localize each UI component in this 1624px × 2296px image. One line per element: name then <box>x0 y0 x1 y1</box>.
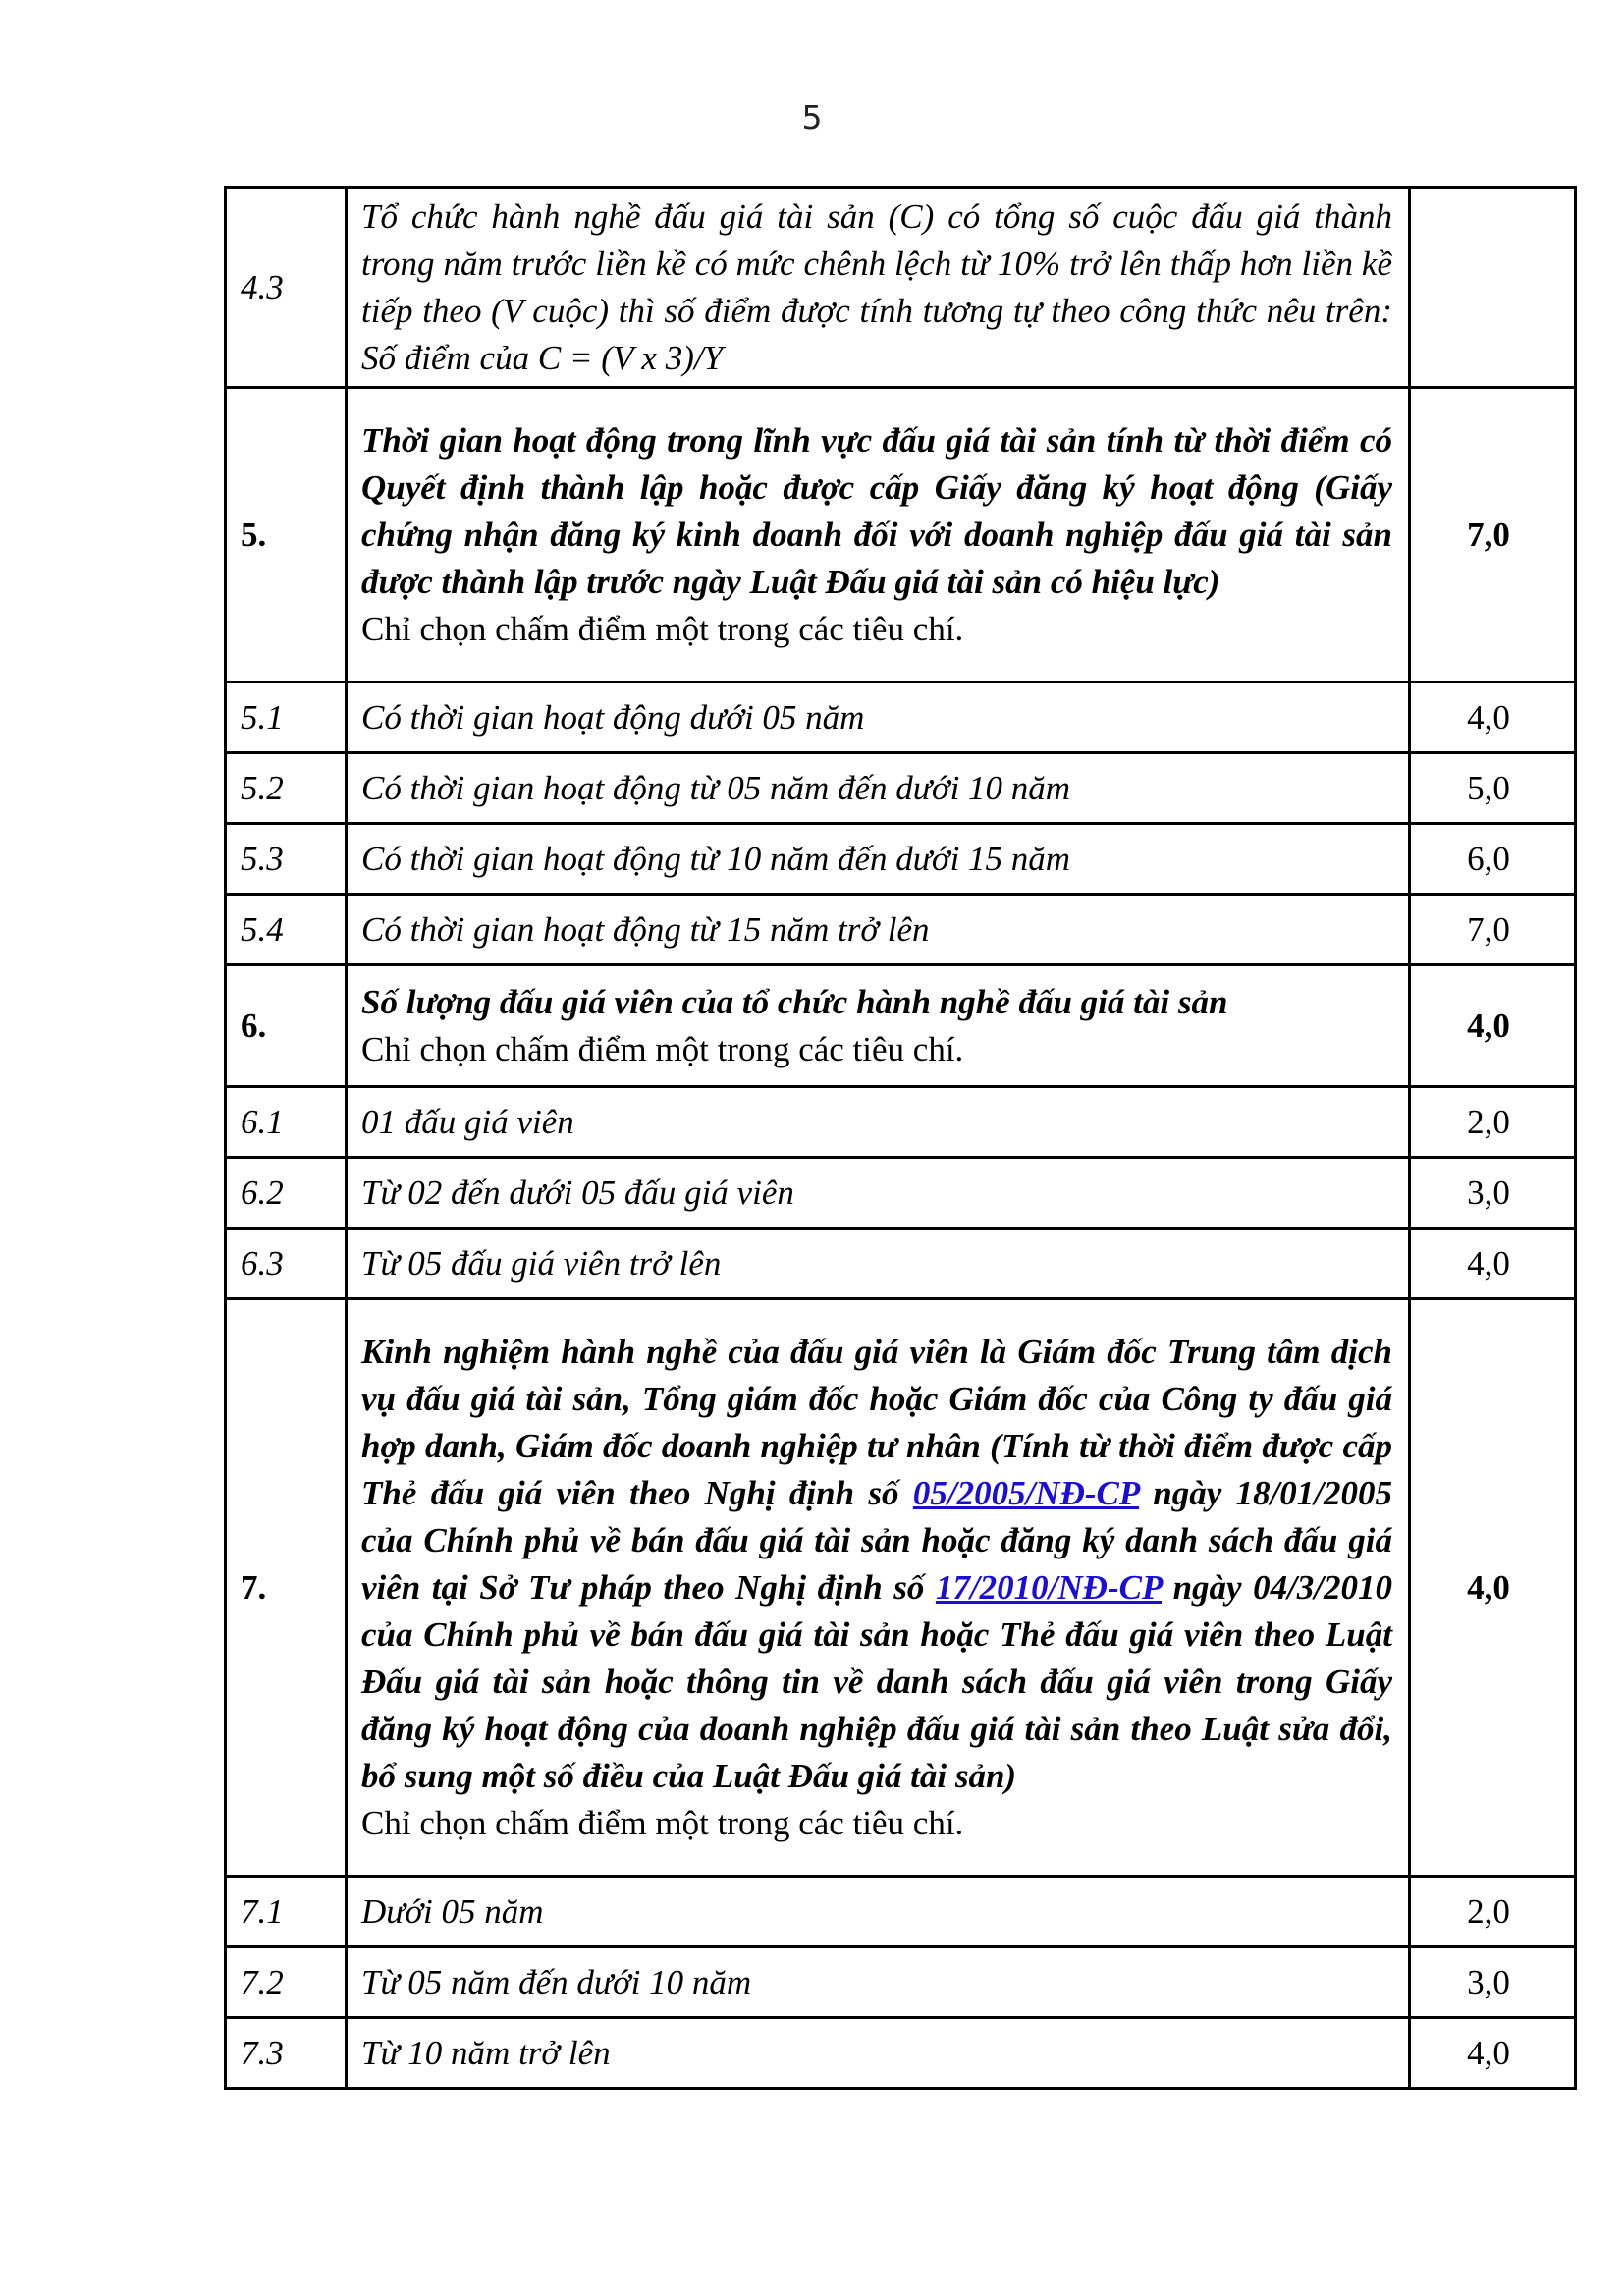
criterion-score: 4,0 <box>1410 1229 1576 1299</box>
criterion-text: Dưới 05 năm <box>361 1891 544 1931</box>
criterion-score: 2,0 <box>1410 1877 1576 1947</box>
criterion-text: Có thời gian hoạt động từ 05 năm đến dưới 10 năm <box>361 768 1071 807</box>
page-number: 5 <box>801 98 823 137</box>
scoring-criteria-table <box>224 186 1577 2090</box>
criterion-description <box>347 1158 1410 1229</box>
table-row-5 <box>226 388 1576 683</box>
row-number: 6. <box>226 965 347 1087</box>
criterion-description <box>347 895 1410 965</box>
table-row-4-3 <box>226 188 1576 388</box>
heading-part-c: ngày 04/3/2010 của Chính phủ về bán đấu giá tài sản hoặc Thẻ đấu giá viên theo Luật Đấu giá tài sản hoặc thông tin về danh sách đấu giá viên trong Giấy đăng ký hoạt động của doanh nghiệp đấu giá tài sản theo Luật sửa đổi, bổ sung một số điều của Luật Đấu giá tài sản) <box>361 1567 1393 1795</box>
table-row-5-4 <box>226 895 1576 965</box>
criterion-text: Có thời gian hoạt động dưới 05 năm <box>361 697 865 737</box>
table-row-6-3 <box>226 1229 1576 1299</box>
row-number: 7.1 <box>226 1877 347 1947</box>
table-row-6-1 <box>226 1087 1576 1158</box>
table-row-5-1 <box>226 683 1576 753</box>
criterion-description <box>347 1229 1410 1299</box>
criterion-score: 6,0 <box>1410 824 1576 895</box>
criterion-heading: Thời gian hoạt động trong lĩnh vực đấu giá tài sản tính từ thời điểm có Quyết định thành lập hoặc được cấp Giấy đăng ký hoạt động (Giấy chứng nhận đăng ký kinh doanh đối với doanh nghiệp đấu giá tài sản được thành lập trước ngày Luật Đấu giá tài sản có hiệu lực) <box>361 420 1392 601</box>
criterion-text: Tổ chức hành nghề đấu giá tài sản (C) có tổng số cuộc đấu giá thành trong năm trước liền kề có mức chênh lệch từ 10% trở lên thấp hơn liền kề tiếp theo (V cuộc) thì số điểm được tính tương tự theo công thức nêu trên: Số điểm của C = (V x 3)/Y <box>361 196 1392 377</box>
criterion-score: 3,0 <box>1410 1158 1576 1229</box>
table-row-5-3 <box>226 824 1576 895</box>
criterion-note: Chỉ chọn chấm điểm một trong các tiêu chí. <box>361 1803 964 1842</box>
criterion-note: Chỉ chọn chấm điểm một trong các tiêu chí. <box>361 1029 964 1068</box>
table-row-7 <box>226 1299 1576 1877</box>
criterion-description <box>347 1299 1410 1877</box>
criterion-text: Có thời gian hoạt động từ 15 năm trở lên <box>361 909 930 949</box>
table-row-7-2 <box>226 1947 1576 2018</box>
table-row-5-2 <box>226 753 1576 824</box>
criterion-heading <box>361 1329 1392 1800</box>
row-number: 5.4 <box>226 895 347 965</box>
criterion-score: 4,0 <box>1410 965 1576 1087</box>
row-number: 6.3 <box>226 1229 347 1299</box>
criterion-description <box>347 965 1410 1087</box>
criterion-text: 01 đấu giá viên <box>361 1102 574 1141</box>
criterion-score: 7,0 <box>1410 895 1576 965</box>
row-number: 4.3 <box>226 188 347 388</box>
row-number: 6.2 <box>226 1158 347 1229</box>
criterion-description <box>347 388 1410 683</box>
heading-part-a: Kinh nghiệm hành nghề của đấu giá viên là Giám đốc Trung tâm dịch vụ đấu giá tài sản, Tổng giám đốc hoặc Giám đốc của Công ty đấu giá hợp danh, Giám đốc doanh nghiệp tư nhân (Tính từ thời điểm được cấp Thẻ đấu giá viên theo Nghị định số <box>361 1332 1392 1512</box>
criterion-score: 4,0 <box>1410 1299 1576 1877</box>
criterion-note: Chỉ chọn chấm điểm một trong các tiêu chí. <box>361 609 964 648</box>
criterion-description <box>347 2018 1410 2089</box>
criterion-heading: Số lượng đấu giá viên của tổ chức hành nghề đấu giá tài sản <box>361 982 1228 1021</box>
heading-part-b: ngày 18/01/2005 của Chính phủ về bán đấu giá tài sản hoặc đăng ký danh sách đấu giá viên tại Sở Tư pháp theo Nghị định số <box>361 1473 1393 1607</box>
criterion-text: Từ 10 năm trở lên <box>361 2033 611 2072</box>
row-number: 6.1 <box>226 1087 347 1158</box>
criterion-score: 4,0 <box>1410 2018 1576 2089</box>
criterion-text: Từ 05 năm đến dưới 10 năm <box>361 1962 752 2001</box>
row-number: 7.2 <box>226 1947 347 2018</box>
criterion-score: 7,0 <box>1410 388 1576 683</box>
criterion-score: 4,0 <box>1410 683 1576 753</box>
criterion-description <box>347 1877 1410 1947</box>
criterion-description <box>347 1087 1410 1158</box>
criterion-description <box>347 753 1410 824</box>
decree-17-2010-link[interactable]: 17/2010/NĐ-CP <box>935 1567 1163 1607</box>
row-number: 5.1 <box>226 683 347 753</box>
row-number: 5.3 <box>226 824 347 895</box>
table-row-6 <box>226 965 1576 1087</box>
criterion-text: Từ 05 đấu giá viên trở lên <box>361 1243 722 1283</box>
criterion-score: 3,0 <box>1410 1947 1576 2018</box>
row-number: 7.3 <box>226 2018 347 2089</box>
row-number: 5. <box>226 388 347 683</box>
row-number: 7. <box>226 1299 347 1877</box>
table-row-6-2 <box>226 1158 1576 1229</box>
table-row-7-3 <box>226 2018 1576 2089</box>
criterion-score: 5,0 <box>1410 753 1576 824</box>
criterion-score: 2,0 <box>1410 1087 1576 1158</box>
decree-05-2005-link[interactable]: 05/2005/NĐ-CP <box>912 1473 1139 1512</box>
criterion-description <box>347 824 1410 895</box>
criterion-description <box>347 188 1410 388</box>
criterion-text: Có thời gian hoạt động từ 10 năm đến dưới 15 năm <box>361 839 1071 878</box>
criterion-text: Từ 02 đến dưới 05 đấu giá viên <box>361 1173 794 1212</box>
criterion-score <box>1410 188 1576 388</box>
row-number: 5.2 <box>226 753 347 824</box>
table-row-7-1 <box>226 1877 1576 1947</box>
criterion-description <box>347 1947 1410 2018</box>
criterion-description <box>347 683 1410 753</box>
